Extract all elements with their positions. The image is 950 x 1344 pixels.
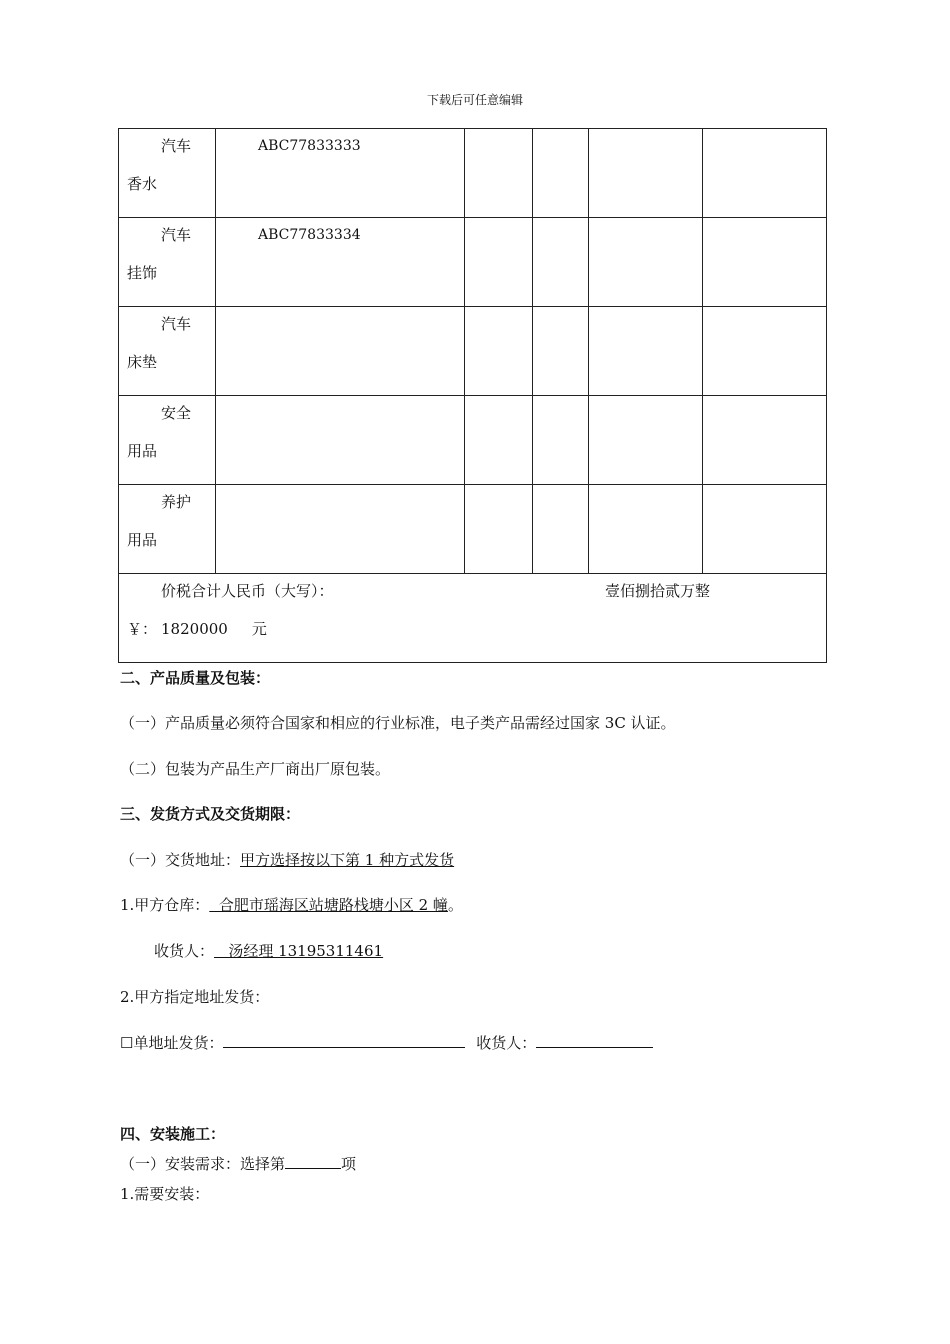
currency-symbol: ￥： <box>127 620 158 638</box>
table-row <box>119 129 827 218</box>
quality-item-1: （一）产品质量必须符合国家和相应的行业标准，电子类产品需经过国家 3C 认证。 <box>120 714 676 732</box>
empty-cell <box>589 396 703 485</box>
section-heading-delivery: 三、发货方式及交货期限： <box>120 805 301 823</box>
empty-cell <box>703 307 827 396</box>
section-heading-install: 四、安装施工： <box>120 1125 226 1143</box>
receiver-value: 汤经理 13195311461 <box>214 942 384 960</box>
empty-cell <box>703 218 827 307</box>
code-cell <box>216 485 465 574</box>
warehouse-address: 合肥市瑶海区站塘路栈塘小区 2 幢 <box>209 896 448 914</box>
single-address-label: 单地址发货： <box>133 1034 224 1052</box>
empty-cell <box>465 485 533 574</box>
total-cell <box>119 574 827 663</box>
category-cell: 安全 用品 <box>119 396 216 485</box>
quality-item-2: （二）包装为产品生产厂商出厂原包装。 <box>120 760 391 778</box>
checkbox-icon[interactable]: ☐ <box>120 1034 134 1052</box>
total-amount-upper: 壹佰捌拾贰万整 <box>605 582 711 600</box>
install-need-label: （一）安装需求：选择第 <box>120 1155 286 1173</box>
table-row <box>119 396 827 485</box>
receiver-line <box>154 940 383 961</box>
empty-cell <box>533 129 589 218</box>
empty-cell <box>589 129 703 218</box>
empty-cell <box>533 396 589 485</box>
total-row <box>119 574 827 663</box>
warehouse-line: 1.甲方仓库： 合肥市瑶海区站塘路栈塘小区 2 幢。 <box>120 896 463 914</box>
empty-cell <box>465 307 533 396</box>
total-label: 价税合计人民币（大写）： <box>161 582 334 600</box>
code-cell: ABC77833333 <box>216 129 465 218</box>
empty-cell <box>703 396 827 485</box>
product-table <box>118 128 827 663</box>
code-cell <box>216 396 465 485</box>
install-need-line: （一）安装需求：选择第 项 <box>120 1155 357 1173</box>
category-cell: 汽车 香水 <box>119 129 216 218</box>
empty-cell <box>589 485 703 574</box>
table-row <box>119 307 827 396</box>
receiver2-blank[interactable] <box>536 1033 653 1048</box>
total-amount <box>127 618 267 639</box>
amount-value: 1820000 <box>161 620 228 638</box>
header-note: 下载后可任意编辑 <box>426 93 523 107</box>
single-address-blank[interactable] <box>223 1033 465 1048</box>
warehouse-label: 1.甲方仓库： <box>120 896 210 914</box>
empty-cell <box>465 218 533 307</box>
empty-cell <box>465 129 533 218</box>
empty-cell <box>533 485 589 574</box>
empty-cell <box>533 218 589 307</box>
table-row <box>119 218 827 307</box>
empty-cell <box>533 307 589 396</box>
delivery-address-value: 甲方选择按以下第 1 种方式发货 <box>240 851 455 869</box>
code-cell: ABC77833334 <box>216 218 465 307</box>
table-row <box>119 485 827 574</box>
single-address-line <box>120 1032 653 1053</box>
delivery-address-line <box>120 849 454 870</box>
category-cell: 养护 用品 <box>119 485 216 574</box>
empty-cell <box>589 218 703 307</box>
receiver-label: 收货人： <box>154 942 215 960</box>
receiver2-label: 收货人： <box>476 1034 537 1052</box>
section-heading-quality: 二、产品质量及包装： <box>120 669 271 687</box>
empty-cell <box>703 129 827 218</box>
category-cell: 汽车 床垫 <box>119 307 216 396</box>
install-need-blank[interactable] <box>285 1154 341 1169</box>
code-cell <box>216 307 465 396</box>
empty-cell <box>703 485 827 574</box>
install-required-line: 1.需要安装： <box>120 1185 210 1203</box>
designated-address-line: 2.甲方指定地址发货： <box>120 988 270 1006</box>
amount-unit: 元 <box>251 620 267 638</box>
empty-cell <box>465 396 533 485</box>
delivery-address-label: （一）交货地址： <box>120 851 241 869</box>
empty-cell <box>589 307 703 396</box>
category-cell: 汽车 挂饰 <box>119 218 216 307</box>
